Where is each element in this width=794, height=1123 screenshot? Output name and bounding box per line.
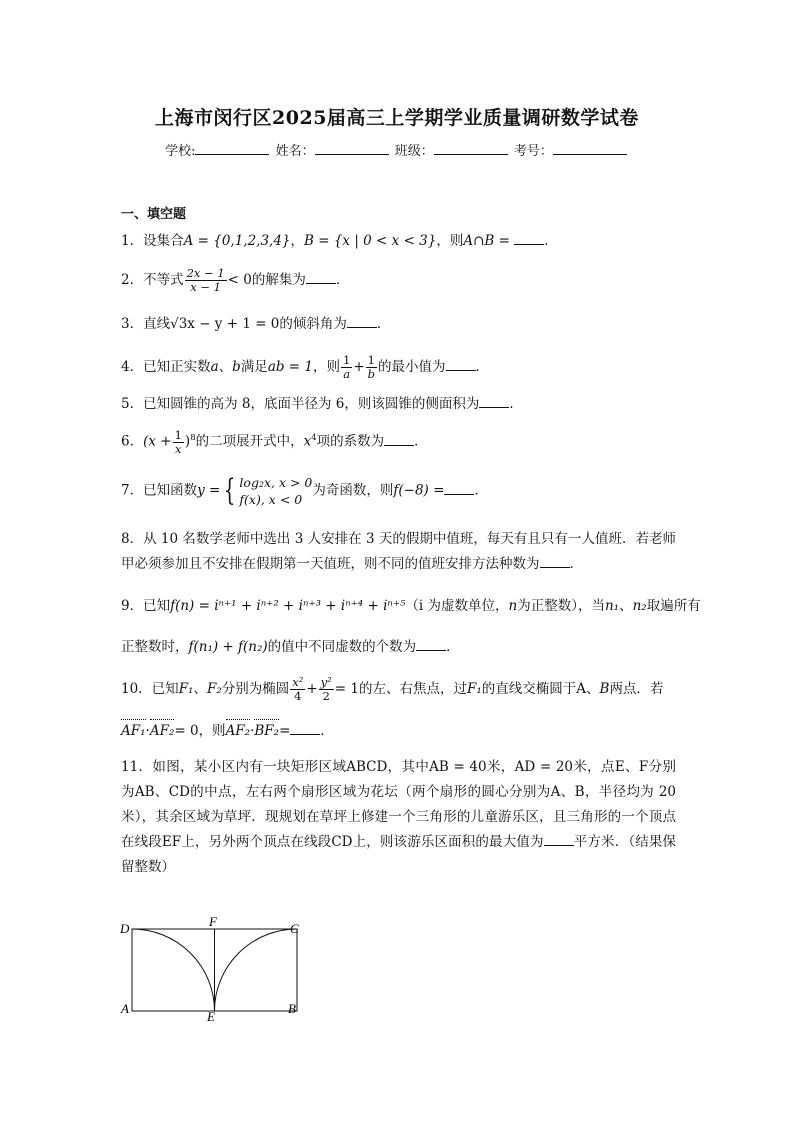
q7-brace: { — [224, 473, 236, 508]
q7-cases — [239, 474, 312, 508]
section-heading: 一、填空题 — [121, 207, 187, 222]
q10-num-1: x² — [292, 675, 304, 689]
q9-n: n — [508, 598, 518, 614]
q5-end: ． — [509, 396, 523, 412]
q9-line2-text: 正整数时， — [121, 639, 189, 655]
q9-end: ． — [446, 639, 460, 655]
q9-tail: 取遍所有 — [646, 598, 701, 614]
q10-f1: F₁ — [178, 681, 194, 697]
q4-condition: ab = 1 — [267, 359, 313, 375]
q4-den-1: a — [341, 367, 352, 381]
q7-end: ． — [474, 482, 488, 499]
q1-end: ． — [544, 233, 558, 249]
q4-num-1: 1 — [343, 353, 351, 367]
question-4 — [121, 354, 489, 381]
q10-plus: + — [306, 681, 318, 697]
q4-fraction-2 — [366, 354, 377, 381]
q4-var-b: b — [232, 359, 241, 375]
q4-tail: 的最小值为 — [378, 359, 446, 375]
q4-sep: 、 — [218, 359, 233, 375]
name-label: 姓名： — [275, 144, 315, 159]
q6-end: ． — [414, 433, 428, 450]
q1-answer-blank[interactable] — [514, 232, 544, 245]
q10-eq: = — [279, 723, 291, 739]
q4-plus: + — [353, 359, 365, 375]
q7-case-1: log₂x, x > 0 — [239, 475, 313, 490]
q6-lparen: (x + — [143, 433, 172, 450]
q3-tail: 的倾斜角为 — [279, 316, 347, 332]
q9-n2: n₂ — [632, 598, 647, 614]
q10-vector-bf2: BF₂ — [254, 723, 280, 739]
q9-paren: （i 为虚数单位， — [405, 598, 509, 614]
q10-eq1: = 1 — [334, 681, 359, 697]
q9-line2-tail: 的值中不同虚数的个数为 — [267, 639, 417, 655]
school-blank[interactable] — [195, 142, 269, 155]
q10-text: 10．已知 — [121, 681, 179, 697]
q10-f1-again: F₁ — [466, 681, 482, 697]
q5-text: 5．已知圆锥的高为 8，底面半径为 6，则该圆锥的侧面积为 — [121, 396, 480, 412]
q3-text: 3．直线 — [121, 316, 171, 332]
q4-mid: 满足 — [240, 359, 268, 375]
q10-then: ，则 — [198, 723, 226, 739]
q6-x: x — [303, 433, 312, 450]
exam-no-label: 考号： — [513, 144, 553, 159]
q3-answer-blank[interactable] — [347, 315, 377, 328]
question-10 — [121, 676, 663, 703]
left-sector-arc — [132, 929, 215, 1011]
q1-then: ，则 — [436, 233, 464, 249]
q10-den-2: 2 — [319, 689, 334, 703]
q10-f2: F₂ — [206, 681, 222, 697]
q10-b: B — [599, 681, 610, 697]
q4-num-2: 1 — [367, 353, 375, 367]
q10-tail: 两点．若 — [609, 681, 664, 697]
q9-answer-blank[interactable] — [416, 638, 446, 651]
q10-dot-2: · — [250, 723, 255, 739]
q2-numerator: 2x − 1 — [186, 266, 225, 280]
q10-mid-3: 的直线交椭圆于 — [481, 681, 577, 697]
q1-sep: ， — [290, 233, 305, 249]
q10-eq0: = 0 — [174, 723, 199, 739]
q9-expr: f(n₁) + f(n₂) — [188, 639, 268, 655]
page-title: 上海市闵行区2025届高三上学期学业质量调研数学试卷 — [155, 107, 639, 129]
q10-mid-2: 的左、右焦点，过 — [358, 681, 467, 697]
q7-text: 7．已知函数 — [121, 482, 198, 499]
q1-text: 1．设集合 — [121, 233, 184, 249]
q10-answer-blank[interactable] — [290, 722, 320, 735]
q6-numerator: 1 — [174, 427, 182, 442]
q4-var-a: a — [210, 359, 219, 375]
q4-text: 4．已知正实数 — [121, 359, 211, 375]
q9-function: f(n) = iⁿ⁺¹ + iⁿ⁺² + iⁿ⁺³ + iⁿ⁺⁴ + iⁿ⁺⁵ — [170, 598, 406, 614]
school-label: 学校: — [165, 144, 196, 159]
q9-text: 9．已知 — [121, 598, 171, 614]
q10-mid: 分别为椭圆 — [221, 681, 290, 697]
q6-text: 6． — [121, 433, 144, 450]
exam-no-blank[interactable] — [553, 142, 627, 155]
q2-fraction — [185, 267, 227, 294]
q7-expr: f(−8) = — [393, 482, 445, 499]
q8-end: ． — [569, 556, 583, 572]
question-9-line-2 — [121, 637, 460, 657]
name-blank[interactable] — [315, 142, 389, 155]
q1-set-b: B = {x | 0 < x < 3} — [304, 233, 437, 249]
question-8 — [121, 527, 676, 577]
question-11 — [121, 755, 676, 880]
class-label: 班级： — [394, 144, 434, 159]
q10-vector-af2: AF₂ — [149, 723, 175, 739]
q5-answer-blank[interactable] — [479, 395, 509, 408]
label-a: A — [121, 1001, 129, 1016]
question-2 — [121, 267, 349, 294]
q1-set-a: A = {0,1,2,3,4} — [183, 233, 291, 249]
label-c: C — [290, 921, 299, 936]
question-5 — [121, 394, 523, 414]
q1-expr: A∩B — [463, 233, 495, 249]
q7-case-2: f(x), x < 0 — [239, 492, 303, 507]
q2-end: ． — [335, 272, 350, 288]
question-1 — [121, 231, 558, 251]
q2-text: 2．不等式 — [121, 272, 184, 288]
q10-end: ． — [320, 723, 334, 739]
q10-fraction-1 — [290, 676, 305, 703]
q11-answer-blank[interactable] — [544, 833, 574, 846]
label-b: B — [288, 1001, 296, 1016]
question-3 — [121, 314, 390, 334]
q9-paren-2: 为正整数），当 — [517, 598, 605, 614]
q4-fraction-1 — [341, 354, 352, 381]
question-6 — [121, 428, 428, 456]
question-7 — [121, 474, 488, 508]
q10-sep: 、 — [193, 681, 207, 697]
q7-answer-blank[interactable] — [444, 482, 474, 495]
q10-dot: · — [145, 723, 150, 739]
q6-fraction — [173, 429, 184, 456]
q7-y: y = — [197, 482, 221, 499]
q2-denominator: x − 1 — [185, 280, 227, 294]
q9-n1: n₁ — [604, 598, 620, 614]
q10-den-1: 4 — [290, 689, 305, 703]
right-sector-arc — [215, 929, 298, 1011]
q6-answer-blank[interactable] — [384, 433, 414, 446]
question-10-line-2 — [121, 721, 334, 741]
q3-expr: √3x − y + 1 = 0 — [170, 316, 280, 332]
q11-text: 11．如图，某小区内有一块矩形区域ABCD，其中AB = 40米，AD = 20米，点E、F分别为AB、CD的中点，左右两个扇形区域为花坛（两个扇形的圆心分别为A、B，半径均为 20 米），其余区域为草坪．现规划在草坪上修建一个三角形的儿童游乐区，且三角形的一个顶点在线段EF上，另外两个顶点在线段CD上，则该游乐区面积的最大值为 — [121, 759, 676, 850]
q10-num-2: y² — [320, 675, 332, 689]
question-9 — [121, 596, 701, 616]
q6-denominator: x — [173, 442, 184, 456]
q4-den-2: b — [367, 367, 376, 381]
q6-rparen: ) — [184, 433, 191, 450]
q2-tail: 的解集为 — [251, 272, 306, 288]
q4-end: ． — [475, 359, 490, 375]
q2-answer-blank[interactable] — [306, 271, 336, 284]
q2-relation: < 0 — [227, 272, 252, 288]
q10-vector-af1: AF₁ — [121, 723, 146, 739]
label-f: F — [209, 915, 217, 929]
q4-then: ，则 — [313, 359, 340, 375]
class-blank[interactable] — [434, 142, 508, 155]
rectangle-figure — [118, 915, 308, 1025]
student-info-row — [0, 140, 794, 159]
q10-a: A — [576, 681, 587, 697]
q6-tail: 项的系数为 — [316, 433, 385, 450]
q10-vector-af2-b: AF₂ — [225, 723, 251, 739]
q7-tail: 为奇函数，则 — [312, 482, 394, 499]
q10-fraction-2 — [319, 676, 334, 703]
q8-text: 8．从 10 名数学老师中选出 3 人安排在 3 天的假期中值班，每天有且只有一人值班．若老师甲必须参加且不安排在假期第一天值班，则不同的值班安排方法种数为 — [121, 531, 676, 572]
q6-mid: 的二项展开式中， — [195, 433, 304, 450]
q8-answer-blank[interactable] — [540, 555, 570, 568]
q11-tail: 平方米．（结果保留整数） — [121, 834, 677, 875]
q10-sep-2: 、 — [586, 681, 600, 697]
q3-end: ． — [376, 316, 391, 332]
q1-eq: = — [494, 233, 515, 249]
label-d: D — [120, 921, 130, 936]
q9-sep: 、 — [619, 598, 633, 614]
q6-x-power: 4 — [311, 433, 317, 443]
label-e: E — [207, 1009, 215, 1024]
q6-power: 8 — [190, 433, 196, 443]
q4-answer-blank[interactable] — [446, 358, 476, 371]
